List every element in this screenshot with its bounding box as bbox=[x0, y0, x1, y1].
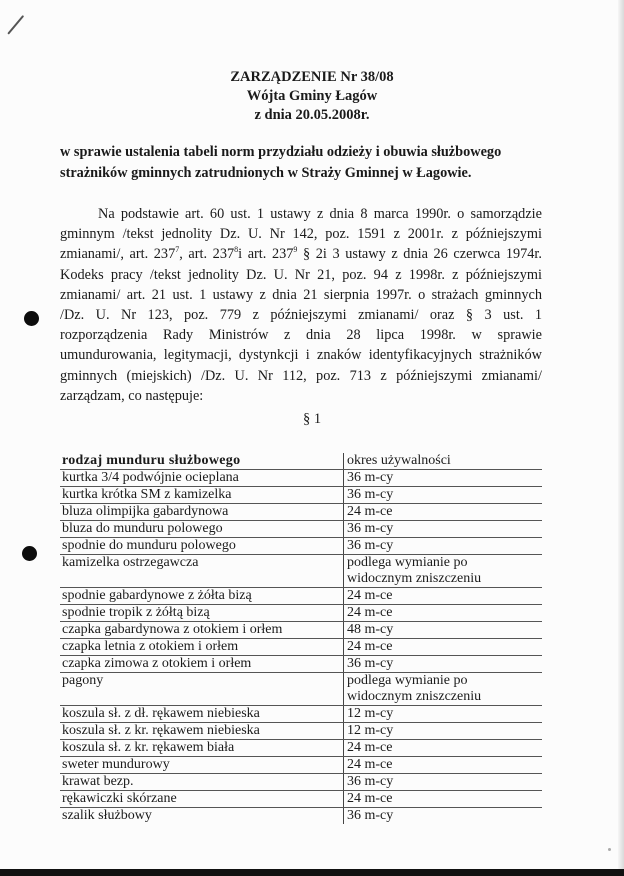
uniform-item: sweter mundurowy bbox=[60, 757, 344, 774]
usage-period: 36 m-cy bbox=[344, 470, 543, 487]
section-marker: § 1 bbox=[302, 411, 322, 427]
uniform-item: spodnie gabardynowe z żółta bizą bbox=[60, 588, 344, 605]
table-row bbox=[60, 470, 542, 487]
uniform-item: spodnie do munduru polowego bbox=[60, 538, 344, 555]
table-row bbox=[60, 487, 542, 504]
usage-period-line: podlega wymianie po bbox=[347, 555, 468, 570]
punch-hole-top bbox=[24, 311, 39, 326]
usage-period: 36 m-cy bbox=[344, 487, 543, 504]
document-date: z dnia 20.05.2008r. bbox=[254, 107, 370, 123]
uniform-item: bluza do munduru polowego bbox=[60, 521, 344, 538]
uniform-item: czapka gabardynowa z otokiem i orłem bbox=[60, 622, 344, 639]
text-fragment: § 2i 3 ustawy z dnia 26 czerwca 1974r. bbox=[297, 246, 542, 263]
table-row bbox=[60, 538, 542, 555]
usage-period: 36 m-cy bbox=[344, 521, 543, 538]
document-subject bbox=[60, 142, 560, 184]
uniform-item: koszula sł. z kr. rękawem niebieska bbox=[60, 723, 344, 740]
column-header-item: rodzaj munduru służbowego bbox=[60, 453, 344, 470]
uniform-item: kurtka krótka SM z kamizelka bbox=[60, 487, 344, 504]
table-row bbox=[60, 723, 542, 740]
usage-period-line: widocznym zniszczeniu bbox=[347, 571, 482, 586]
subject-line-2: strażników gminnych zatrudnionych w Straży Gminnej w Łagowie. bbox=[60, 165, 472, 181]
usage-period-line: widocznym zniszczeniu bbox=[347, 689, 482, 704]
table-row bbox=[60, 588, 542, 605]
preamble-line: /Dz. U. Nr 123, poz. 779 z późniejszymi zmianami/ oraz § 3 ust. 1 bbox=[60, 307, 542, 324]
table-row bbox=[60, 622, 542, 639]
scan-speck bbox=[608, 848, 611, 851]
preamble-line: umundurowania, legitymacji, dystynkcji i znaków identyfikacyjnych strażników bbox=[60, 347, 542, 364]
uniform-item: bluza olimpijka gabardynowa bbox=[60, 504, 344, 521]
table-row bbox=[60, 639, 542, 656]
text-fragment: zmianami/, art. 237 bbox=[60, 246, 176, 263]
preamble-paragraph bbox=[60, 204, 542, 406]
table-row bbox=[60, 521, 542, 538]
preamble-line: gminnym /tekst jednolity Dz. U. Nr 142, poz. 1591 z 2001r. z późniejszymi bbox=[60, 226, 542, 243]
superscript: 8 bbox=[234, 245, 239, 255]
usage-period: 24 m-ce bbox=[344, 740, 543, 757]
usage-period: 24 m-ce bbox=[344, 639, 543, 656]
table-row bbox=[60, 555, 542, 588]
table-row bbox=[60, 740, 542, 757]
usage-period: 24 m-ce bbox=[344, 588, 543, 605]
uniform-item: koszula sł. z kr. rękawem biała bbox=[60, 740, 344, 757]
table-row bbox=[60, 791, 542, 808]
preamble-line: Kodeks pracy /tekst jednolity Dz. U. Nr 21, poz. 94 z 1998r. z późniejszymi bbox=[60, 266, 542, 283]
uniform-item: rękawiczki skórzane bbox=[60, 791, 344, 808]
table-row bbox=[60, 504, 542, 521]
document-issuer: Wójta Gminy Łagów bbox=[246, 88, 378, 104]
uniform-item: spodnie tropik z żółtą bizą bbox=[60, 605, 344, 622]
uniform-item: krawat bezp. bbox=[60, 774, 344, 791]
table-row bbox=[60, 656, 542, 673]
superscript: 9 bbox=[293, 245, 298, 255]
uniform-item: czapka zimowa z otokiem i orłem bbox=[60, 656, 344, 673]
usage-period: 12 m-cy bbox=[344, 723, 543, 740]
usage-period: 36 m-cy bbox=[344, 774, 543, 791]
preamble-line-articles bbox=[60, 244, 542, 264]
preamble-line: zarządzam, co następuje: bbox=[60, 387, 204, 404]
preamble-line: rozporządzenia Rady Ministrów z dnia 28 lipca 1998r. w sprawie bbox=[60, 327, 542, 344]
usage-period: 24 m-ce bbox=[344, 605, 543, 622]
scanner-bottom-border bbox=[0, 869, 624, 876]
text-fragment: , art. 237 bbox=[179, 246, 235, 263]
table-row bbox=[60, 673, 542, 706]
column-header-period: okres używalności bbox=[344, 453, 543, 470]
usage-period: 24 m-ce bbox=[344, 791, 543, 808]
table-header-row bbox=[60, 453, 542, 470]
usage-period bbox=[344, 673, 543, 706]
preamble-line: Na podstawie art. 60 ust. 1 ustawy z dnia 8 marca 1990r. o samorządzie bbox=[98, 206, 542, 222]
usage-period: 48 m-cy bbox=[344, 622, 543, 639]
superscript: 7 bbox=[175, 245, 180, 255]
table-row bbox=[60, 774, 542, 791]
usage-period bbox=[344, 555, 543, 588]
punch-hole-bottom bbox=[22, 546, 37, 561]
uniform-item: szalik służbowy bbox=[60, 808, 344, 825]
usage-period: 12 m-cy bbox=[344, 706, 543, 723]
page-edge-shadow bbox=[618, 0, 624, 876]
uniform-item: pagony bbox=[60, 673, 344, 706]
usage-period: 24 m-ce bbox=[344, 504, 543, 521]
usage-period: 24 m-ce bbox=[344, 757, 543, 774]
table-row bbox=[60, 808, 542, 825]
usage-period: 36 m-cy bbox=[344, 538, 543, 555]
uniform-item: kurtka 3/4 podwójnie ocieplana bbox=[60, 470, 344, 487]
uniform-item: koszula sł. z dł. rękawem niebieska bbox=[60, 706, 344, 723]
table-row bbox=[60, 757, 542, 774]
text-fragment: i art. 237 bbox=[238, 246, 294, 263]
usage-period-line: podlega wymianie po bbox=[347, 673, 468, 688]
usage-period: 36 m-cy bbox=[344, 656, 543, 673]
pen-mark bbox=[7, 15, 24, 35]
preamble-line: zmianami/ art. 21 ust. 1 ustawy z dnia 21 sierpnia 1997r. o strażach gminnych bbox=[60, 286, 542, 303]
uniform-item: czapka letnia z otokiem i orłem bbox=[60, 639, 344, 656]
usage-period: 36 m-cy bbox=[347, 808, 394, 823]
table-row bbox=[60, 605, 542, 622]
subject-line-1: w sprawie ustalenia tabeli norm przydziału odzieży i obuwia służbowego bbox=[60, 144, 502, 160]
uniform-item: kamizelka ostrzegawcza bbox=[60, 555, 344, 588]
uniform-norms-table bbox=[60, 453, 542, 824]
preamble-line: gminnych (miejskich) /Dz. U. Nr 112, poz. 713 z późniejszymi zmianami/ bbox=[60, 367, 542, 384]
document-title: ZARZĄDZENIE Nr 38/08 bbox=[230, 69, 394, 85]
table-row bbox=[60, 706, 542, 723]
